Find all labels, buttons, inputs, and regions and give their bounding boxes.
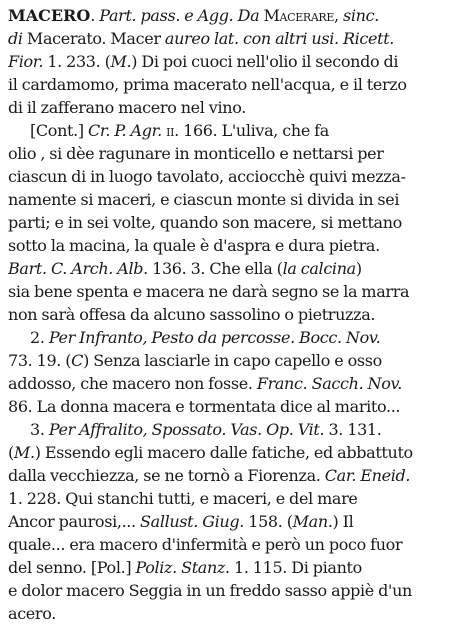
entry-line xyxy=(8,349,460,372)
entry-text-segment: 1. 115. Di pianto xyxy=(229,558,362,577)
entry-text-segment: Man. xyxy=(292,512,333,531)
entry-text-segment: Sallust. Giug. xyxy=(140,512,244,531)
entry-text-segment: 86. La donna macera e tormentata dice al marito... xyxy=(8,397,401,416)
entry-text-segment: ciascun di in luogo tavolato, acciocchè quivi mezza- xyxy=(8,167,406,186)
entry-line xyxy=(8,395,460,418)
entry-text-segment: ) xyxy=(355,259,362,278)
entry-text-segment: aureo lat. con altri usi. Ricett. xyxy=(164,29,395,48)
entry-text-segment: 3. xyxy=(30,420,49,439)
entry-line xyxy=(8,441,460,464)
entry-text-segment: Franc. Sacch. Nov. xyxy=(256,374,402,393)
entry-text-segment: Poliz. Stanz. xyxy=(135,558,230,577)
entry-line xyxy=(8,27,460,50)
entry-text-segment: ) Il xyxy=(332,512,354,531)
entry-line xyxy=(8,579,460,602)
entry-text-segment: Per Infranto, Pesto da percosse. Bocc. Nov. xyxy=(48,328,381,347)
entry-text-segment: . 166. L'uliva, che fa xyxy=(174,121,329,140)
entry-text-segment: acero. xyxy=(8,604,56,623)
entry-line xyxy=(8,73,460,96)
entry-text-segment: parti; e in sei volte, quando son macere, si mettano xyxy=(8,213,402,232)
entry-text-segment: . xyxy=(90,6,100,25)
entry-text-segment: ( xyxy=(8,443,14,462)
entry-text-segment: , xyxy=(334,6,344,25)
entry-line xyxy=(8,418,460,441)
entry-text-segment: M. xyxy=(110,52,132,71)
entry-text-segment: del senno. [Pol.] xyxy=(8,558,136,577)
entry-line xyxy=(8,188,460,211)
entry-line xyxy=(8,165,460,188)
entry-line xyxy=(8,119,460,142)
entry-line xyxy=(8,533,460,556)
entry-text-segment: ) Essendo egli macero dalle fatiche, ed abbattuto xyxy=(34,443,413,462)
entry-line xyxy=(8,211,460,234)
entry-text-segment: 136. 3. Che ella ( xyxy=(147,259,283,278)
entry-text-segment: 1. 233. ( xyxy=(43,52,111,71)
entry-line xyxy=(8,556,460,579)
entry-text-segment: di xyxy=(8,29,23,48)
entry-text-segment: 3. 131. xyxy=(324,420,382,439)
entry-line xyxy=(8,280,460,303)
entry-line xyxy=(8,487,460,510)
entry-text-segment: sia bene spenta e macera ne darà segno se la marra xyxy=(8,282,410,301)
entry-text-segment: quale... era macero d'infermità e però un poco fuor xyxy=(8,535,403,554)
entry-text-segment: [Cont.] xyxy=(30,121,88,140)
entry-text-segment: Car. Eneid. xyxy=(324,466,411,485)
entry-text-segment: non sarà offesa da alcuno sassolino o pietruzza. xyxy=(8,305,376,324)
entry-line xyxy=(8,50,460,73)
entry-text-segment: Part. pass. e Agg. Da xyxy=(99,6,264,25)
entry-text-segment: ) Senza lasciarle in capo capello e osso xyxy=(83,351,382,370)
entry-line xyxy=(8,510,460,533)
entry-line xyxy=(8,142,460,165)
entry-text-segment: Macerato. Macer xyxy=(22,29,165,48)
entry-text-segment: namente si maceri, e ciascun monte si divida in sei xyxy=(8,190,400,209)
entry-text-segment: sotto la macina, la quale è d'aspra e dura pietra. xyxy=(8,236,380,255)
entry-text-segment: ) Di poi cuoci nell'olio il secondo di xyxy=(131,52,399,71)
entry-line xyxy=(8,303,460,326)
entry-text-segment: Fior. xyxy=(8,52,44,71)
entry-text-segment: 73. 19. ( xyxy=(8,351,72,370)
entry-line xyxy=(8,257,460,280)
entry-text-segment: Bart. C. Arch. Alb. xyxy=(8,259,148,278)
entry-text-segment: e dolor macero Seggia in un freddo sasso appiè d'un xyxy=(8,581,413,600)
entry-line xyxy=(8,602,460,625)
entry-text-segment: M. xyxy=(13,443,35,462)
entry-text-segment: addosso, che macero non fosse. xyxy=(8,374,257,393)
entry-text-segment: dalla vecchiezza, se ne tornò a Fiorenza. xyxy=(8,466,325,485)
entry-line xyxy=(8,234,460,257)
entry-text-segment: il cardamomo, prima macerato nell'acqua, e il terzo xyxy=(8,75,407,94)
entry-line xyxy=(8,4,460,27)
entry-line xyxy=(8,96,460,119)
entry-text-segment: la calcina xyxy=(282,259,356,278)
entry-text-segment: C xyxy=(71,351,84,370)
entry-text-segment: di il zafferano macero nel vino. xyxy=(8,98,246,117)
entry-text-segment: olio , si dèe ragunare in monticello e nettarsi per xyxy=(8,144,384,163)
entry-text-segment: sinc. xyxy=(343,6,379,25)
entry-text-segment: 158. ( xyxy=(244,512,293,531)
entry-text-segment: Macerare xyxy=(263,6,335,25)
headword: MACERO xyxy=(8,6,91,25)
entry-text-segment: 2. xyxy=(30,328,49,347)
entry-line xyxy=(8,326,460,349)
dictionary-entry-macero xyxy=(8,4,460,625)
entry-text-segment: Cr. P. Agr. xyxy=(87,121,162,140)
entry-line xyxy=(8,372,460,395)
entry-text-segment: 1. 228. Qui stanchi tutti, e maceri, e del mare xyxy=(8,489,358,508)
entry-text-segment: Per Affralito, Spossato. Vas. Op. Vit. xyxy=(48,420,325,439)
entry-line xyxy=(8,464,460,487)
entry-text-segment: Ancor paurosi,... xyxy=(8,512,141,531)
entry-text-segment: ii xyxy=(166,121,175,140)
